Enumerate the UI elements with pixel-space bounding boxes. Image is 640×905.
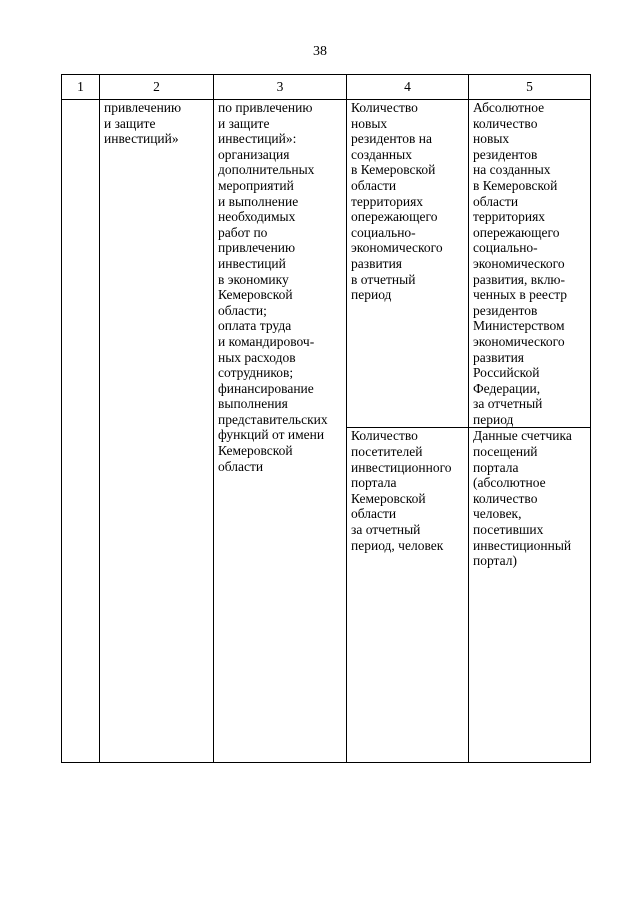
empty-cell [62,100,100,763]
activities-cell: по привлечению и защите инвестиций»: организация дополнительных мероприятий и выполнение необходимых работ по привлечению инвестиций в экономику Кемеровской области; оплата труда и командировоч- ных расходов сотрудников; финансирование выполнения представительских функций от имени Кемеровской области [214,100,347,763]
column-header-1: 1 [62,75,100,100]
indicators-table [61,74,591,763]
page-number: 38 [313,44,327,59]
indicator-method-cell: Абсолютное количество новых резидентов на созданных в Кемеровской области территориях опережающего социально- экономического развития, вклю- ченных в реестр резидентов Министерством экономического развития Российской Федерации, за отчетный период [469,100,591,428]
table-body [62,100,591,763]
indicator-name-cell: Количество новых резидентов на созданных в Кемеровской области территориях опережающего социально- экономического развития в отчетный период [347,100,469,428]
column-header-5: 5 [469,75,591,100]
column-header-2: 2 [100,75,214,100]
header-row [62,75,591,100]
column-header-4: 4 [347,75,469,100]
table-header [62,75,591,100]
program-cell: привлечению и защите инвестиций» [100,100,214,763]
indicator-method-cell: Данные счетчика посещений портала (абсолютное количество человек, посетивших инвестиционный портал) [469,428,591,763]
indicator-name-cell: Количество посетителей инвестиционного портала Кемеровской области за отчетный период, человек [347,428,469,763]
table-row [62,100,591,428]
column-header-3: 3 [214,75,347,100]
